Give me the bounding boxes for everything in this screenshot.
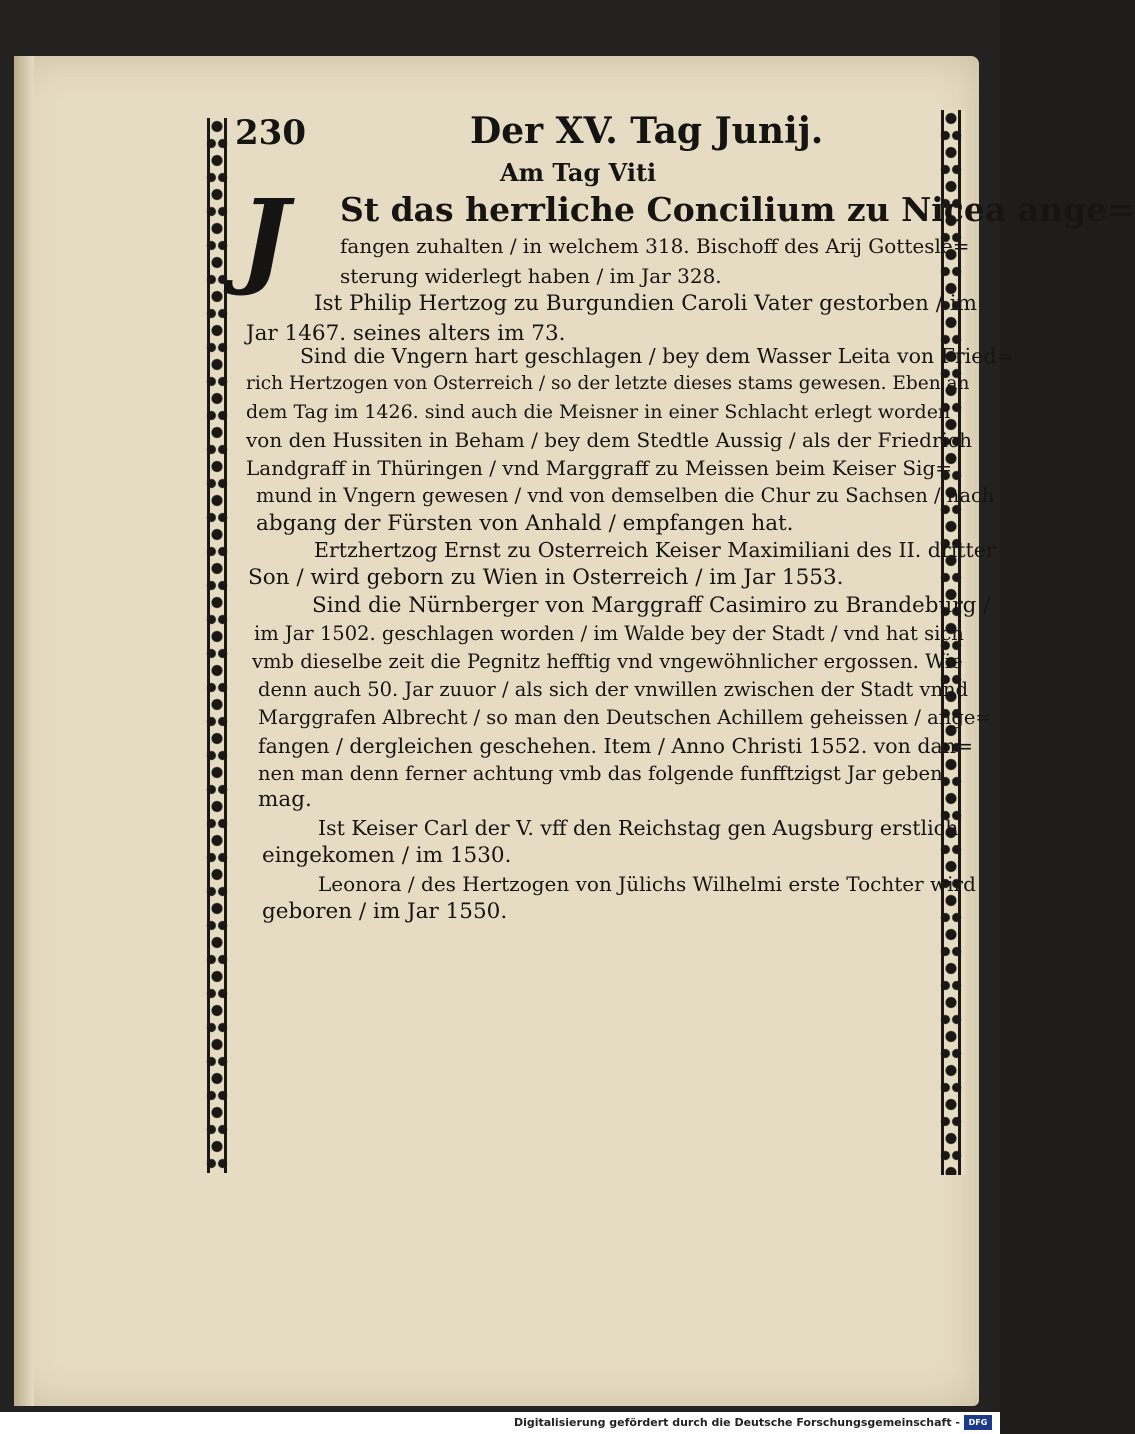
text-line: rich Hertzogen von Osterreich / so der letzte dieses stams gewesen. Eben an <box>246 373 970 394</box>
page-number: 230 <box>235 113 306 153</box>
text-line: im Jar 1502. geschlagen worden / im Walde bey der Stadt / vnd hat sich <box>254 622 964 645</box>
text-line: dem Tag im 1426. sind auch die Meisner in einer Schlacht erlegt worden <box>246 401 951 423</box>
text-line: sterung widerlegt haben / im Jar 328. <box>340 264 722 288</box>
text-line: abgang der Fürsten von Anhald / empfangen hat. <box>256 511 794 536</box>
text-line: Marggrafen Albrecht / so man den Deutschen Achillem geheissen / ange= <box>258 706 992 729</box>
text-line: Leonora / des Hertzogen von Jülichs Wilhelmi erste Tochter wird <box>318 872 976 896</box>
footer-credit: Digitalisierung gefördert durch die Deutsche Forschungsgemeinschaft - <box>513 1416 960 1429</box>
text-line: St das herrliche Concilium zu Nicea ange= <box>340 190 1135 229</box>
text-line: fangen zuhalten / in welchem 318. Bischoff des Arij Gottesle= <box>340 234 970 258</box>
text-line: von den Hussiten in Beham / bey dem Stedtle Aussig / als der Friedrich <box>246 428 972 452</box>
text-line: mag. <box>258 787 312 812</box>
text-line: Son / wird geborn zu Wien in Osterreich / im Jar 1553. <box>248 565 844 590</box>
text-line: geboren / im Jar 1550. <box>262 899 508 924</box>
digitization-footer <box>0 1412 1000 1434</box>
text-line: Ist Keiser Carl der V. vff den Reichstag gen Augsburg erstlich <box>318 816 959 840</box>
text-line: denn auch 50. Jar zuuor / als sich der vnwillen zwischen der Stadt vnnd <box>258 678 969 701</box>
text-line: Jar 1467. seines alters im 73. <box>246 321 566 346</box>
text-line: Ertzhertzog Ernst zu Osterreich Keiser Maximiliani des II. dritter <box>314 538 996 562</box>
text-line: Landgraff in Thüringen / vnd Marggraff zu Meissen beim Keiser Sig= <box>246 456 953 480</box>
text-line: nen man denn ferner achtung vmb das folgende funfftzigst Jar geben <box>258 762 943 785</box>
page-gutter <box>14 56 34 1406</box>
text-line: Ist Philip Hertzog zu Burgundien Caroli Vater gestorben / im <box>314 291 978 316</box>
text-line: fangen / dergleichen geschehen. Item / Anno Christi 1552. von dan= <box>258 734 974 758</box>
text-line: vmb dieselbe zeit die Pegnitz hefftig vnd vngewöhnlicher ergossen. Wie <box>252 650 963 673</box>
running-head: Der XV. Tag Junij. <box>470 110 824 152</box>
text-line: eingekomen / im 1530. <box>262 843 512 868</box>
text-line: mund in Vngern gewesen / vnd von demselben die Chur zu Sachsen / nach <box>256 484 995 507</box>
section-heading: Am Tag Viti <box>500 158 657 187</box>
ornamental-border-left <box>203 118 231 1173</box>
decorated-initial: J <box>240 176 290 299</box>
text-line: Sind die Nürnberger von Marggraff Casimiro zu Brandeburg / <box>312 593 991 618</box>
dfg-logo: DFG <box>964 1415 992 1430</box>
text-line: Sind die Vngern hart geschlagen / bey dem Wasser Leita von Fried= <box>300 344 1014 368</box>
